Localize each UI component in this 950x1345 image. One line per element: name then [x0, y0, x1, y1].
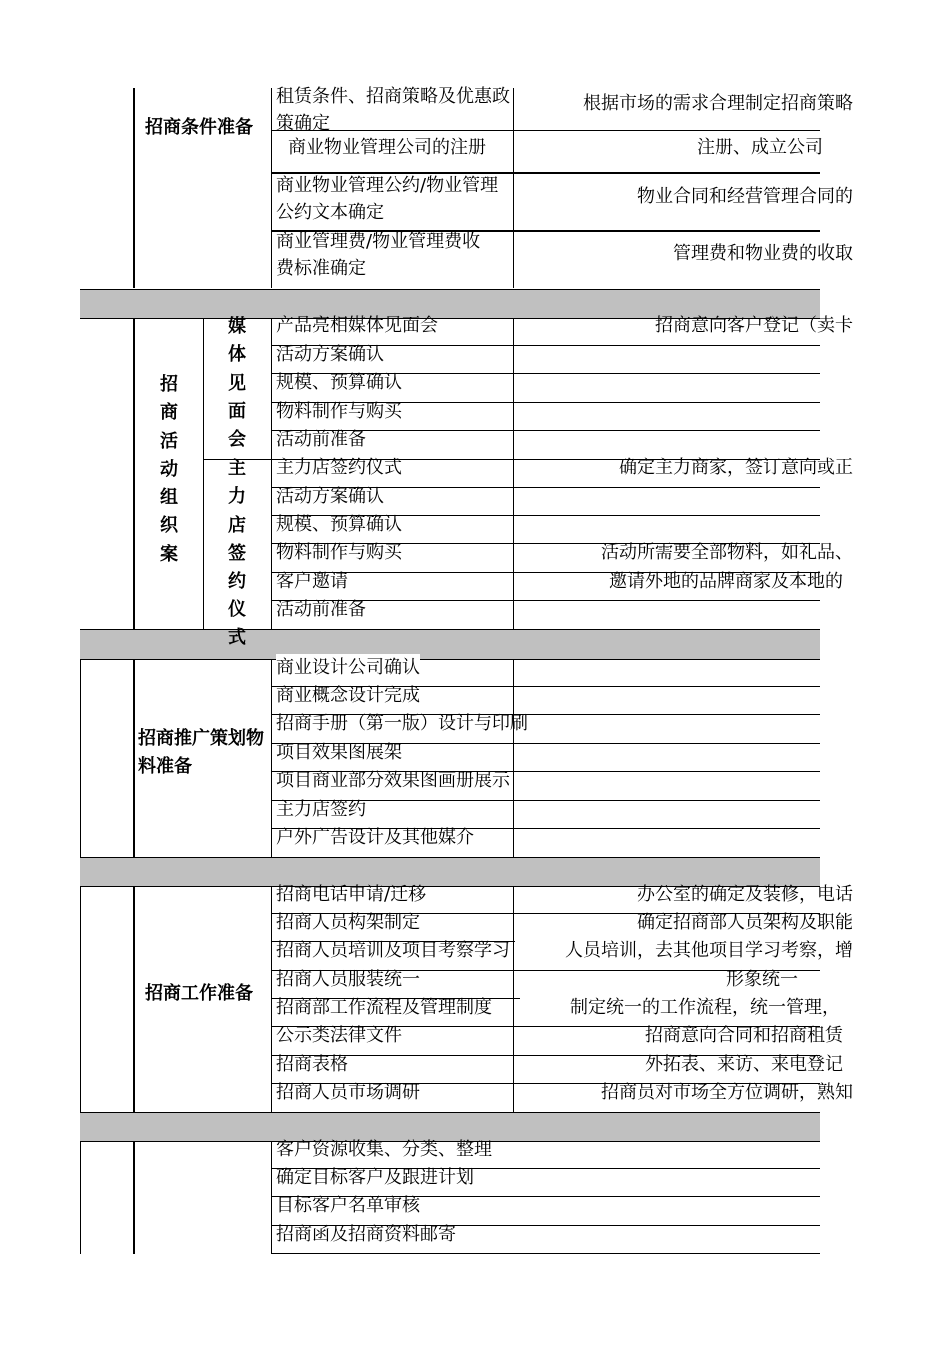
note-cell: 人员培训，去其他项目学习考察，增 [515, 937, 853, 965]
note-cell: 确定主力商家，签订意向或正 [619, 457, 853, 478]
task-cell: 活动方案确认 [276, 486, 384, 507]
task-cell: 客户资源收集、分类、整理 [276, 1139, 492, 1160]
task-column-border [271, 88, 272, 288]
task-column-border [271, 886, 272, 1112]
task-cell: 物料制作与购买 [276, 401, 402, 422]
task-cell: 商业管理费/物业管理费收费标准确定 [276, 231, 481, 279]
note-cell: 注册、成立公司 [697, 137, 823, 158]
task-cell: 商业物业管理公约/物业管理公约文本确定 [276, 175, 499, 223]
subsection-title-tail: 式 [228, 627, 246, 648]
sub-column-border [203, 318, 204, 629]
task-cell: 目标客户名单审核 [276, 1195, 420, 1216]
note-cell: 根据市场的需求合理制定招商策略 [583, 93, 853, 114]
task-cell: 主力店签约仪式 [276, 457, 402, 478]
note-column-border [513, 886, 514, 1112]
task-cell: 商业设计公司确认 [276, 654, 420, 681]
task-cell: 活动前准备 [276, 599, 366, 620]
outer-left-border [80, 1141, 81, 1254]
note-cell: 活动所需要全部物料，如礼品、 [601, 542, 853, 563]
left-border [133, 1141, 135, 1254]
task-cell: 活动方案确认 [276, 344, 384, 365]
task-cell: 规模、预算确认 [276, 372, 402, 393]
task-cell: 招商人员服装统一 [276, 969, 420, 990]
task-cell: 租赁条件、招商策略及优惠政策确定 [276, 86, 510, 134]
task-cell: 物料制作与购买 [276, 542, 402, 563]
task-cell: 公示类法律文件 [276, 1025, 402, 1046]
left-border [133, 659, 135, 857]
note-cell: 招商意向合同和招商租赁 [645, 1025, 843, 1046]
note-cell: 确定招商部人员架构及职能 [637, 912, 853, 933]
note-column-border [513, 88, 514, 288]
row-divider [271, 1253, 820, 1254]
task-cell: 招商人员构架制定 [276, 912, 420, 933]
note-cell: 管理费和物业费的收取 [673, 243, 853, 264]
note-cell: 物业合同和经营管理合同的 [637, 186, 853, 207]
outer-left-border [80, 659, 81, 857]
task-cell: 产品亮相媒体见面会 [276, 315, 438, 336]
note-cell: 办公室的确定及装修，电话 [637, 884, 853, 905]
task-cell: 招商人员市场调研 [276, 1082, 420, 1103]
note-cell: 外拓表、来访、来电登记 [645, 1054, 843, 1075]
task-cell: 项目商业部分效果图画册展示 [276, 770, 510, 791]
note-cell: 招商意向客户登记（卖卡 [655, 315, 853, 336]
note-cell: 邀请外地的品牌商家及本地的 [609, 571, 843, 592]
left-border [133, 88, 135, 288]
subsection-title-vertical: 媒体见面会 [228, 316, 246, 451]
task-cell: 招商电话申请/迁移 [276, 884, 427, 905]
section-title: 招商条件准备 [145, 117, 253, 138]
outer-left-border [80, 886, 81, 1112]
note-cell: 招商员对市场全方位调研，熟知 [601, 1082, 853, 1103]
section-title-vertical: 招商活动组织案 [160, 374, 178, 565]
section-title: 招商推广策划物料准备 [138, 728, 264, 777]
task-cell: 招商人员培训及项目考察学习 [276, 940, 510, 961]
task-column-border [271, 318, 272, 629]
task-cell: 招商部工作流程及管理制度 [276, 997, 492, 1018]
task-cell: 项目效果图展架 [276, 742, 402, 763]
task-cell: 规模、预算确认 [276, 514, 402, 535]
task-cell: 商业概念设计完成 [276, 685, 420, 706]
note-column-border [513, 318, 514, 629]
task-cell: 确定目标客户及跟进计划 [276, 1167, 474, 1188]
note-cell: 制定统一的工作流程，统一管理， [520, 994, 840, 1022]
task-cell: 主力店签约 [276, 799, 366, 820]
task-cell: 户外广告设计及其他媒介 [276, 827, 474, 848]
task-cell: 活动前准备 [276, 429, 366, 450]
left-border [133, 318, 135, 629]
task-cell: 商业物业管理公司的注册 [288, 137, 486, 158]
left-border [133, 886, 135, 1112]
task-cell: 招商函及招商资料邮寄 [276, 1224, 456, 1245]
subsection-title-vertical: 主力店签约仪 [228, 458, 246, 621]
note-cell: 形象统一 [726, 969, 798, 990]
task-cell: 客户邀请 [276, 571, 348, 592]
task-cell: 招商手册（第一版）设计与印刷 [276, 713, 528, 734]
section-separator [80, 629, 820, 660]
task-column-border [271, 1141, 272, 1254]
task-cell: 招商表格 [276, 1054, 348, 1075]
section-title: 招商工作准备 [145, 983, 253, 1004]
